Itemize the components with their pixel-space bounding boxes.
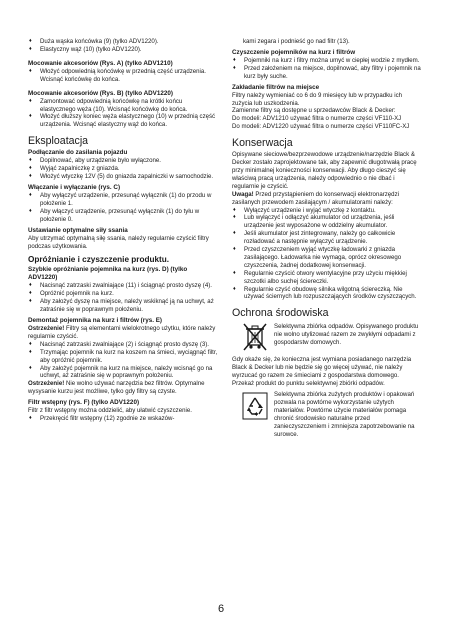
weee-block: Selektywna zbiórka odpadów. Opisywanego produktu nie wolno utylizować razem ze zwykłymi odpadami z gospodarstw domowych.: [232, 323, 422, 353]
list-item: ♦ Nacisnąć zatrzaski zwalniające (11) i ściągnąć prosto dyszę (4).: [29, 282, 212, 290]
section-title-konserwacja: Konserwacja: [232, 137, 293, 150]
subheading-onoff: Włączanie i wyłączanie (rys. C): [28, 183, 121, 191]
section-title-emptying: Opróżnianie i czyszczenie produktu.: [28, 255, 170, 265]
list-item: ♦ Aby założyć dyszę na miejsce, należy wskiknąć ją na uchwyt, aż zatraśnie się w poprawnym położeniu.: [29, 298, 214, 314]
bullet-icon: ♦: [233, 230, 236, 237]
list-item: ♦ Elastyczny wąż (10) (tylko ADV1220).: [29, 45, 142, 53]
subheading-filter-clean: Czyszczenie pojemników na kurz i filtrów: [232, 48, 356, 56]
subheading-prefilter: Filtr wstępny (rys. F) (tylko ADV1220): [28, 399, 140, 407]
list-item: ♦ Włożyć odpowiednią końcówkę w przednią część urządzenia. Wcisnąć końcówkę do końca.: [29, 67, 206, 83]
paragraph-suction: Aby utrzymać optymalną siłę ssania, należy regularnie czyścić filtry podczas użytkowania.: [28, 234, 209, 250]
paragraph-prefilter: Filtr z filtr wstępny można oddzielić, aby ułatwić czyszczenie.: [28, 407, 192, 415]
list-item: ♦ Opróżnić pojemnik na kurz.: [29, 290, 114, 298]
subheading-filter-replace: Zakładanie filtrów na miejsce: [232, 83, 320, 91]
bullet-icon: ♦: [29, 45, 32, 52]
list-item: ♦ Przed czyszczeniem wyjąć wtyczkę ładowarki z gniazda zasilającego. Ładowarka nie wymaga, oprócz okresowego czyszczenia, żadnej dodatkowej konserwacji.: [233, 246, 402, 269]
bullet-icon: ♦: [29, 290, 32, 297]
list-item: ♦ Przekręcić filtr wstępny (12) zgodnie ze wskazów-: [29, 415, 175, 423]
list-item: ♦ Regularnie czyść obudowę silnika wilgotną ściereczką. Nie używać ściernych lub rozpuszczających środków czyszczących.: [233, 285, 417, 301]
subheading-acc-a: Mocowanie akcesoriów (Rys. A) (tylko ADV1210): [28, 59, 173, 67]
bullet-icon: ♦: [29, 415, 32, 422]
list-item: ♦ Trzymając pojemnik na kurz na koszem na śmieci, wyciągnąć filtr, aby opróżnić pojemnik.: [29, 348, 218, 364]
section-title-eksploatacja: Eksploatacja: [28, 135, 89, 148]
warning-paragraph: Uwaga! Przed przystąpieniem do konserwacji elektronarzędzi zasilanych przewodem zasilającym / akumulatorami należy:: [232, 190, 399, 206]
bullet-icon: ♦: [29, 67, 32, 74]
list-item: ♦ Wyłączyć urządzenie i wyjąć wtyczkę z kontaktu.: [233, 206, 376, 214]
page-number: 6: [218, 603, 225, 615]
crossed-bin-icon: [242, 323, 268, 353]
bullet-icon: ♦: [233, 269, 236, 276]
paragraph-line: Zamienne filtry są dostępne u sprzedawców Black & Decker:: [232, 107, 396, 115]
list-item: ♦ Dopilnować, aby urządzenie było wyłączone.: [29, 157, 161, 165]
continuation-text: kami zegara i podnieść go nad filtr (13).: [243, 38, 350, 45]
bullet-icon: ♦: [233, 206, 236, 213]
bullet-icon: ♦: [29, 207, 32, 214]
bullet-icon: ♦: [233, 246, 236, 253]
subheading-dismount: Demontaż pojemnika na kurz i filtrów (rys. E): [28, 317, 163, 325]
bullet-icon: ♦: [29, 97, 32, 104]
list-item: ♦ Lub wyłączyć i odłączyć akumulator od urządzenia, jeśli urządzenie jest wyposażone w oddzielny akumulator.: [233, 214, 395, 230]
bullet-icon: ♦: [233, 56, 236, 63]
paragraph-line: Filtry należy wymieniać co 6 do 9 miesięcy lub w przypadku ich zużycia lub uszkodzenia.: [232, 91, 403, 107]
warning-paragraph: Ostrzeżenie! Filtry są elementami wielokrotnego użytku, które należy regularnie czyścić.: [28, 325, 216, 340]
recycling-block: Selektywna zbiórka zużytych produktów i opakowań pozwala na powtórne wykorzystanie użytych materiałów. Powtórne użycie materiałów pomaga chronić środowisko naturalne przed zanieczyszczeniem i zmniejsza zapotrzebowanie na surowce.: [232, 391, 422, 438]
list-item: ♦ Aby założyć pojemnik na kurz na miejsce, należy wcisnąć go na uchwyt, aż zatraśnie się w poprawnym położeniu.: [29, 364, 213, 380]
paragraph-line: Do modeli: ADV1220 używać filtra o numerze części VF110FC-XJ: [232, 123, 410, 131]
bullet-icon: ♦: [29, 191, 32, 198]
list-item: ♦ Włożyć dłuższy koniec węża elastycznego (10) w przednią część urządzenia. Wcisnąć elastyczny wąż do końca.: [29, 113, 216, 129]
bullet-icon: ♦: [233, 214, 236, 221]
bullet-icon: ♦: [29, 348, 32, 355]
bullet-icon: ♦: [233, 285, 236, 292]
paragraph-ochrona: Gdy okaże się, że konieczna jest wymiana posiadanego narzędzia Black & Decker lub nie będzie się go więcej używać, nie należy wyrzucać go razem ze śmieciami z gospodarstwa domowego. Przekaż produkt do punktu selektywnej zbiórki odpadów.: [232, 356, 412, 388]
bullet-icon: ♦: [29, 165, 32, 172]
list-item: ♦ Aby włączyć urządzenie, przesunąć wyłącznik (1) do tyłu w położenie 0.: [29, 207, 200, 223]
bullet-icon: ♦: [29, 340, 32, 347]
subheading-acc-b: Mocowanie akcesoriów (Rys. B) (tylko ADV1220): [28, 89, 173, 97]
subheading-power: Podłączanie do zasilania pojazdu: [28, 149, 128, 157]
paragraph-line: Do modeli: ADV1210 używać filtra o numerze części VF110-XJ: [232, 115, 402, 123]
list-item: ♦ Pojemniki na kurz i filtry można umyć w ciepłej wodzie z mydłem.: [233, 56, 420, 64]
bullet-icon: ♦: [29, 173, 32, 180]
subheading-quick-empty: Szybkie opróżnianie pojemnika na kurz (rys. D) (tylko ADV1220): [28, 266, 188, 282]
bullet-icon: ♦: [233, 64, 236, 71]
right-column: [232, 38, 422, 438]
left-column: [28, 38, 218, 423]
list-item: ♦ Nacisnąć zatrzaski zwalniające (2) i ściągnąć prosto dyszę (3).: [29, 340, 209, 348]
list-item: ♦ Jeśli akumulator jest zintegrowany, należy go całkowicie rozładować a następnie wyłączyć urządzenie.: [233, 230, 396, 246]
warning-paragraph: Ostrzeżenie! Nie wolno używać narzędzia bez filtrów. Optymalne wysysanie kurzu jest możliwe, tylko gdy filtry są czyste.: [28, 380, 205, 396]
list-item: ♦ Aby wyłączyć urządzenie, przesunąć wyłącznik (1) do przodu w położenie 1.: [29, 191, 212, 207]
list-item: ♦ Wyjąć zapalniczkę z gniazda.: [29, 165, 120, 173]
list-item: ♦ Przed założeniem na miejsce, dopilnować, aby filtry i pojemnik na kurz były suche.: [233, 64, 421, 80]
section-title-ochrona: Ochrona środowiska: [232, 307, 329, 320]
subheading-suction: Ustawianie optymalne siły ssania: [28, 226, 128, 234]
bullet-icon: ♦: [29, 157, 32, 164]
bullet-icon: ♦: [29, 38, 32, 44]
list-item: ♦ Zamontować odpowiednią końcówkę na krótki końcu elastycznego węża (10). Wcisnąć końcówkę do końca.: [29, 97, 188, 113]
bullet-icon: ♦: [29, 113, 32, 120]
list-item: ♦ Duża wąska końcówka (9) (tylko ADV1220).: [29, 38, 159, 45]
list-item: ♦ Włożyć wtyczkę 12V (5) do gniazda zapalniczki w samochodzie.: [29, 173, 214, 181]
bullet-icon: ♦: [29, 364, 32, 371]
bullet-icon: ♦: [29, 282, 32, 289]
recycling-icon: [242, 391, 268, 421]
bullet-icon: ♦: [29, 298, 32, 305]
list-item: ♦ Regularnie czyścić otwory wentylacyjne przy użyciu miękkiej szczotki albo suchej ściereczki.: [233, 269, 407, 285]
paragraph-konserwacja: Opisywane sieciowe/bezprzewodowe urządzenie/narzędzie Black & Decker zostało zaprojektowane tak, aby zapewnić długotrwałą pracę przy minimalnej konieczności konserwacji. Aby długo cieszyć się właściwą pracą urządzenia, należy odpowiednio o nie dbać i regularnie je czyścić.: [232, 151, 417, 190]
